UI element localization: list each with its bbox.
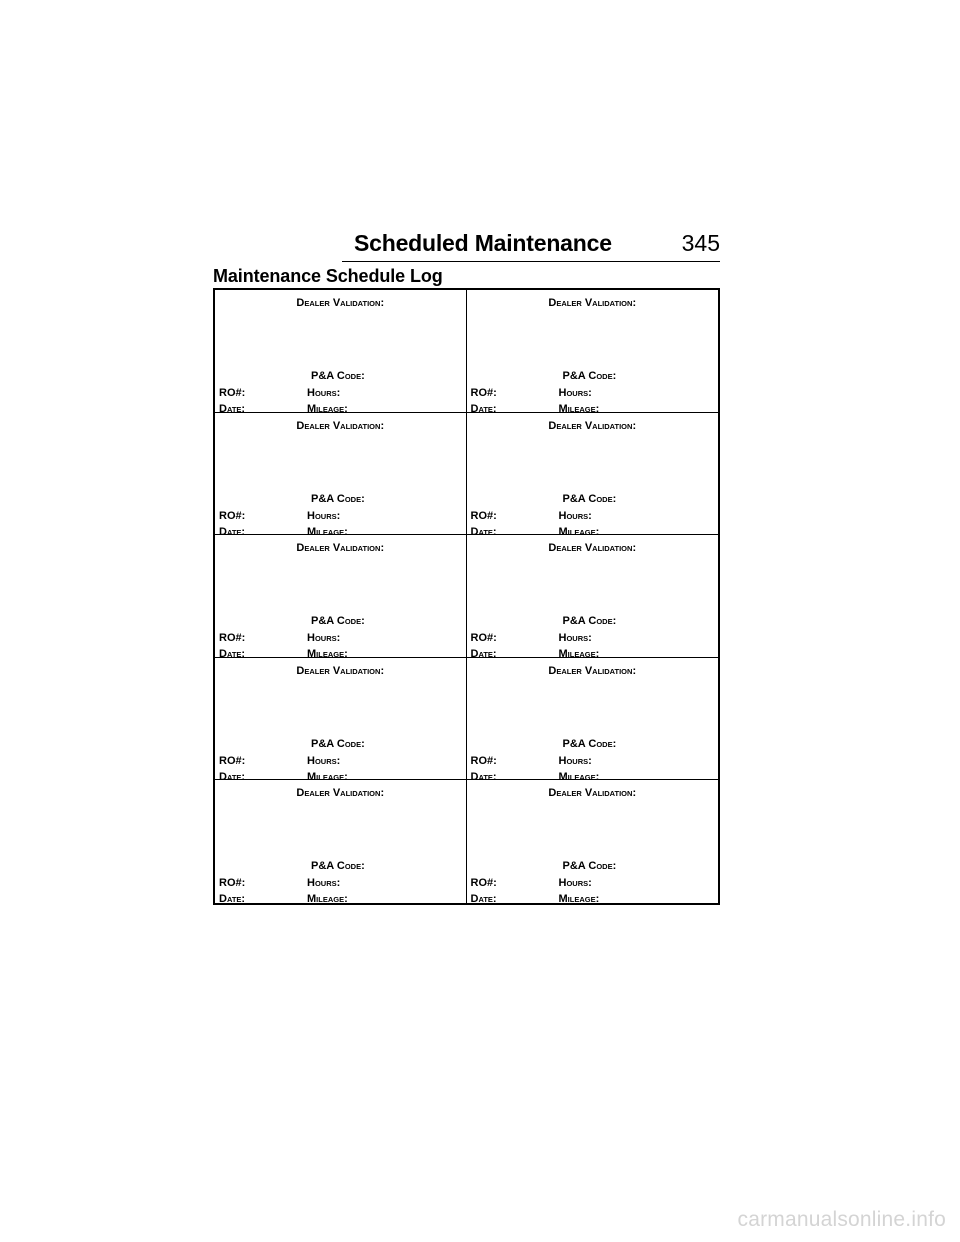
log-entry-cell [215, 780, 467, 906]
log-entry-cell [215, 413, 467, 536]
hours-label: HOURS: [307, 877, 341, 890]
dealer-validation-label: DEALER VALIDATION: [548, 297, 637, 309]
page-header [342, 230, 720, 260]
date-label: DATE: [219, 648, 246, 661]
pa-code-label: P&A CODE: [311, 860, 365, 873]
log-entry-cell [215, 658, 467, 781]
date-label: DATE: [219, 770, 246, 783]
ro-number-label: RO#: [219, 387, 246, 399]
log-entry-cell [467, 658, 719, 781]
hours-label: HOURS: [307, 632, 341, 645]
watermark: carmanualsonline.info [737, 1208, 946, 1231]
ro-number-label: RO#: [219, 632, 246, 645]
date-label: DATE: [470, 525, 497, 538]
maintenance-log-table [213, 288, 720, 905]
pa-code-label: P&A CODE: [311, 370, 365, 382]
date-label: DATE: [470, 893, 497, 906]
header-divider [342, 261, 720, 262]
date-label: DATE: [219, 893, 246, 906]
dealer-validation-label: DEALER VALIDATION: [296, 542, 385, 555]
mileage-label: MILEAGE: [307, 648, 348, 661]
ro-number-label: RO#: [219, 754, 246, 767]
pa-code-label: P&A CODE: [562, 737, 617, 750]
pa-code-label: P&A CODE: [311, 615, 365, 628]
dealer-validation-label: DEALER VALIDATION: [548, 542, 637, 555]
ro-number-label: RO#: [470, 509, 497, 522]
log-entry-cell [467, 290, 719, 413]
dealer-validation-label: DEALER VALIDATION: [296, 664, 385, 677]
hours-label: HOURS: [558, 754, 592, 767]
dealer-validation-label: DEALER VALIDATION: [548, 787, 637, 800]
hours-label: HOURS: [558, 509, 592, 522]
hours-label: HOURS: [558, 387, 592, 399]
dealer-validation-label: DEALER VALIDATION: [548, 419, 637, 432]
date-label: DATE: [219, 525, 246, 538]
dealer-validation-label: DEALER VALIDATION: [296, 297, 385, 309]
ro-number-label: RO#: [470, 877, 497, 890]
log-entry-cell [215, 290, 467, 413]
pa-code-label: P&A CODE: [562, 860, 617, 873]
dealer-validation-label: DEALER VALIDATION: [296, 419, 385, 432]
mileage-label: MILEAGE: [558, 403, 600, 415]
mileage-label: MILEAGE: [558, 770, 600, 783]
ro-number-label: RO#: [470, 754, 497, 767]
log-entry-cell [467, 535, 719, 661]
date-label: DATE: [219, 403, 246, 415]
mileage-label: MILEAGE: [307, 893, 348, 906]
ro-number-label: RO#: [470, 387, 497, 399]
date-label: DATE: [470, 403, 497, 415]
mileage-label: MILEAGE: [307, 403, 348, 415]
mileage-label: MILEAGE: [558, 648, 600, 661]
dealer-validation-label: DEALER VALIDATION: [548, 664, 637, 677]
hours-label: HOURS: [307, 754, 341, 767]
log-entry-cell [467, 413, 719, 536]
mileage-label: MILEAGE: [307, 770, 348, 783]
date-label: DATE: [470, 648, 497, 661]
ro-number-label: RO#: [219, 509, 246, 522]
pa-code-label: P&A CODE: [311, 737, 365, 750]
chapter-title: Scheduled Maintenance [354, 230, 612, 256]
mileage-label: MILEAGE: [558, 893, 600, 906]
log-entry-cell [467, 780, 719, 906]
ro-number-label: RO#: [470, 632, 497, 645]
mileage-label: MILEAGE: [558, 525, 600, 538]
hours-label: HOURS: [307, 509, 341, 522]
log-entry-cell [215, 535, 467, 661]
hours-label: HOURS: [558, 877, 592, 890]
pa-code-label: P&A CODE: [562, 370, 617, 382]
ro-number-label: RO#: [219, 877, 246, 890]
hours-label: HOURS: [558, 632, 592, 645]
pa-code-label: P&A CODE: [562, 615, 617, 628]
pa-code-label: P&A CODE: [562, 492, 617, 505]
hours-label: HOURS: [307, 387, 341, 399]
dealer-validation-label: DEALER VALIDATION: [296, 787, 385, 800]
date-label: DATE: [470, 770, 497, 783]
mileage-label: MILEAGE: [307, 525, 348, 538]
page-number: 345 [681, 230, 720, 256]
pa-code-label: P&A CODE: [311, 492, 365, 505]
section-title: Maintenance Schedule Log [213, 266, 443, 286]
